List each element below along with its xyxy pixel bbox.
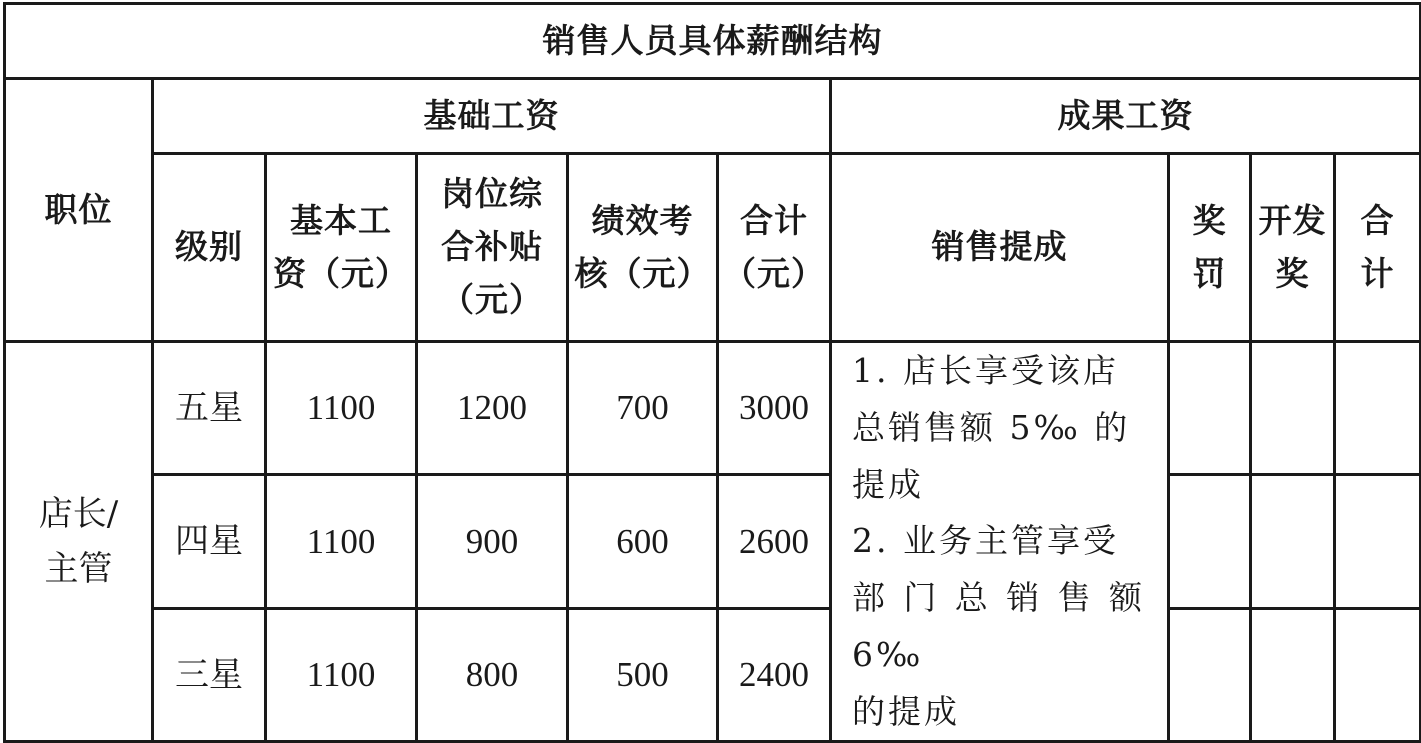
result-total-header: 合 计 — [1335, 154, 1421, 342]
bonus-penalty-cell — [1169, 608, 1251, 741]
base-total-cell: 2400 — [718, 608, 831, 741]
result-total-cell — [1335, 475, 1421, 608]
base-salary-cell: 1100 — [266, 475, 417, 608]
result-salary-group-header: 成果工资 — [831, 79, 1421, 154]
base-salary-header: 基本工 资（元） — [266, 154, 417, 342]
dev-bonus-header: 开发 奖 — [1251, 154, 1335, 342]
level-cell: 五星 — [153, 342, 266, 475]
allowance-cell: 1200 — [417, 342, 568, 475]
performance-cell: 600 — [568, 475, 718, 608]
table-row — [5, 475, 1421, 608]
position-header: 职位 — [5, 79, 153, 342]
base-total-cell: 3000 — [718, 342, 831, 475]
commission-cell: 1. 店长享受该店 总销售额 5‰ 的 提成 2. 业务主管享受 部门总销售额 6‰ 的提成 — [831, 342, 1169, 742]
allowance-cell: 800 — [417, 608, 568, 741]
performance-cell: 700 — [568, 342, 718, 475]
base-total-header: 合计 （元） — [718, 154, 831, 342]
table-row — [5, 608, 1421, 741]
dev-bonus-cell — [1251, 608, 1335, 741]
dev-bonus-cell — [1251, 475, 1335, 608]
performance-cell: 500 — [568, 608, 718, 741]
dev-bonus-cell — [1251, 342, 1335, 475]
result-total-cell — [1335, 342, 1421, 475]
result-total-cell — [1335, 608, 1421, 741]
level-cell: 四星 — [153, 475, 266, 608]
salary-structure-table — [3, 2, 1421, 743]
base-salary-group-header: 基础工资 — [153, 79, 831, 154]
bonus-penalty-cell — [1169, 475, 1251, 608]
base-salary-cell: 1100 — [266, 342, 417, 475]
commission-header: 销售提成 — [831, 154, 1169, 342]
level-header: 级别 — [153, 154, 266, 342]
base-total-cell: 2600 — [718, 475, 831, 608]
table-row — [5, 342, 1421, 475]
base-salary-cell: 1100 — [266, 608, 417, 741]
level-cell: 三星 — [153, 608, 266, 741]
bonus-penalty-header: 奖 罚 — [1169, 154, 1251, 342]
table-title: 销售人员具体薪酬结构 — [5, 4, 1421, 79]
allowance-cell: 900 — [417, 475, 568, 608]
bonus-penalty-cell — [1169, 342, 1251, 475]
performance-header: 绩效考 核（元） — [568, 154, 718, 342]
position-cell: 店长/ 主管 — [5, 342, 153, 742]
allowance-header: 岗位综 合补贴 （元） — [417, 154, 568, 342]
